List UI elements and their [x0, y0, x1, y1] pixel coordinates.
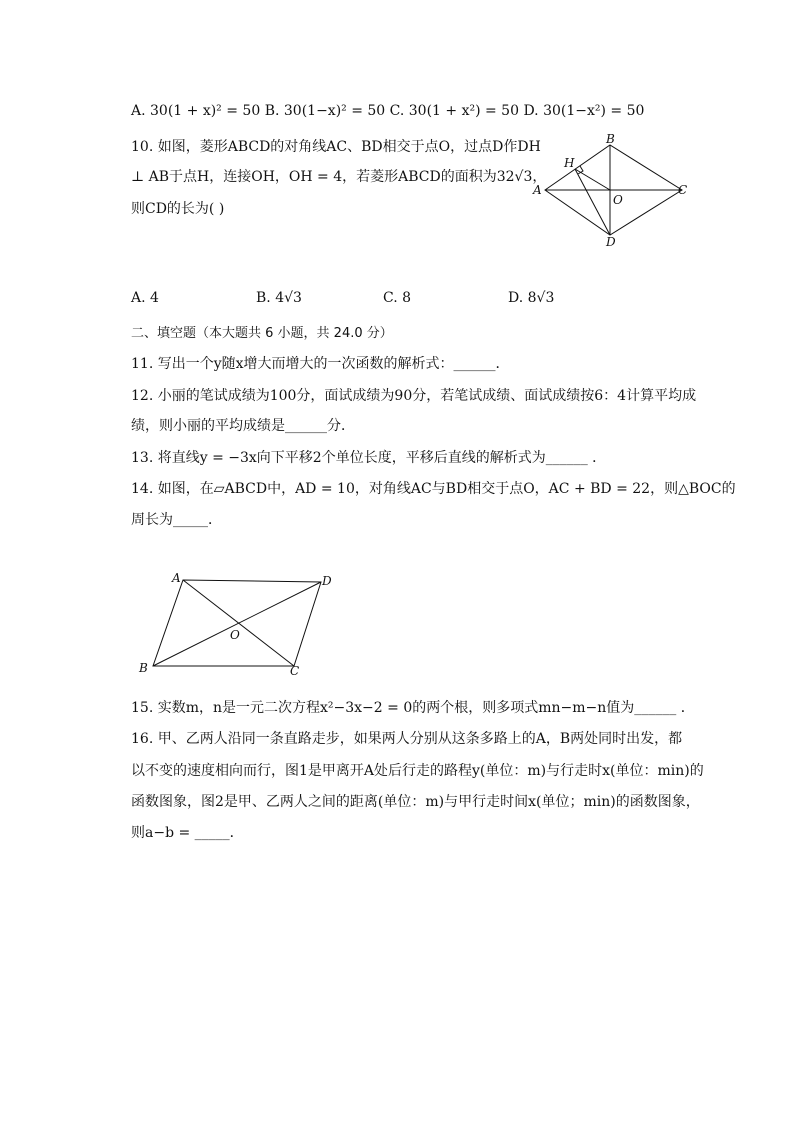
- q10-option-b: B. 4√3: [256, 290, 302, 306]
- fig14-label-a: A: [172, 571, 181, 585]
- q9-options: A. 30(1 + x)² = 50 B. 30(1−x)² = 50 C. 30(1 + x²) = 50 D. 30(1−x²) = 50: [131, 103, 645, 119]
- q10-option-a: A. 4: [131, 290, 159, 306]
- fig10-label-d: D: [606, 235, 616, 249]
- q10-line2: ⊥ AB于点H，连接OH，OH = 4，若菱形ABCD的面积为32√3，: [131, 169, 547, 185]
- q10-line3: 则CD的长为( ): [131, 201, 225, 217]
- q14-line1: 14. 如图，在▱ABCD中，AD = 10，对角线AC与BD相交于点O，AC + BD = 22，则△BOC的: [131, 481, 736, 497]
- q16-line2: 以不变的速度相向而行，图1是甲离开A处后行走的路程y(单位：m)与行走时x(单位：min)的: [131, 763, 704, 779]
- q16-line4: 则a−b = _____．: [131, 825, 244, 841]
- fig14-label-c: C: [290, 664, 300, 678]
- parallelogram-figure: [135, 568, 345, 678]
- q16-line1: 16. 甲、乙两人沿同一条直路走步，如果两人分别从这条多路上的A，B两处同时出发，都: [131, 731, 683, 747]
- q12-line1: 12. 小丽的笔试成绩为100分，面试成绩为90分，若笔试成绩、面试成绩按6：4计算平均成: [131, 388, 697, 404]
- section-fill-in-title: 二、填空题（本大题共 6 小题，共 24.0 分）: [131, 326, 393, 341]
- q11: 11. 写出一个y随x增大而增大的一次函数的解析式：______．: [131, 356, 510, 372]
- fig10-label-b: B: [606, 132, 615, 146]
- fig10-label-o: O: [613, 193, 623, 207]
- fig10-label-c: C: [678, 183, 688, 197]
- fig14-label-o: O: [230, 628, 240, 642]
- q14-line2: 周长为_____．: [131, 512, 222, 528]
- fig14-label-d: D: [322, 574, 332, 588]
- fig10-label-h: H: [564, 156, 575, 170]
- rhombus-figure: [528, 132, 708, 250]
- fig10-label-a: A: [533, 183, 542, 197]
- q10-line1: 10. 如图，菱形ABCD的对角线AC、BD相交于点O，过点D作DH: [131, 139, 541, 155]
- fig14-label-b: B: [139, 661, 148, 675]
- q10-option-d: D. 8√3: [508, 290, 555, 306]
- q10-option-c: C. 8: [383, 290, 412, 306]
- q12-line2: 绩，则小丽的平均成绩是______分．: [131, 418, 355, 434]
- q13: 13. 将直线y = −3x向下平移2个单位长度，平移后直线的解析式为______ ．: [131, 450, 607, 466]
- q16-line3: 函数图象，图2是甲、乙两人之间的距离(单位：m)与甲行走时间x(单位；min)的函数图象，: [131, 794, 700, 810]
- q15: 15. 实数m，n是一元二次方程x²−3x−2 = 0的两个根，则多项式mn−m−n值为______ ．: [131, 700, 695, 716]
